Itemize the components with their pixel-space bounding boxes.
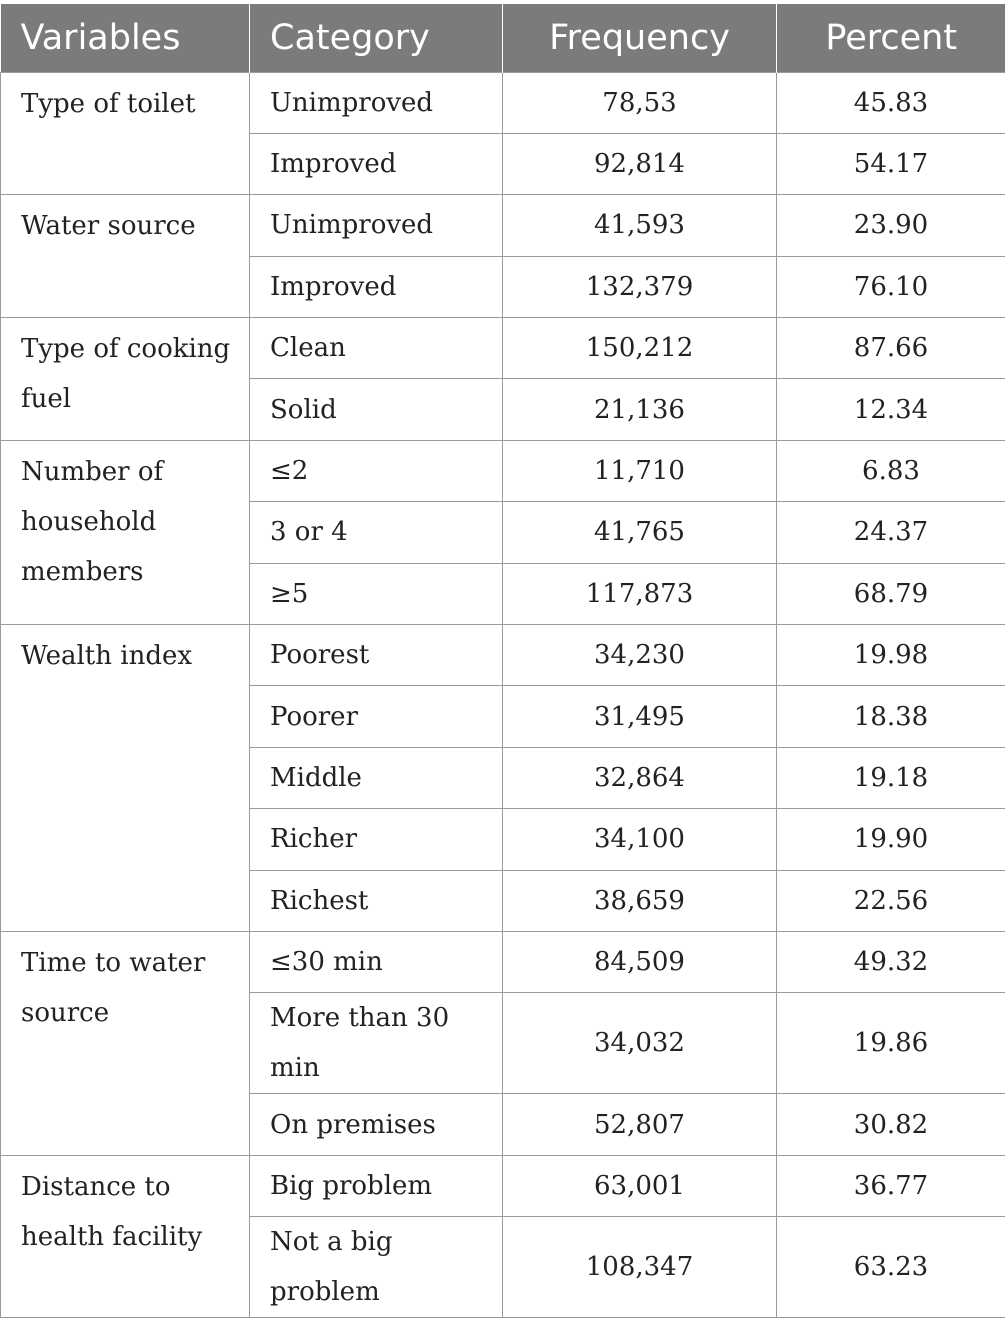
frequency-cell: 41,765: [503, 502, 777, 563]
frequency-cell: 92,814: [503, 133, 777, 194]
frequency-cell: 34,230: [503, 625, 777, 686]
category-cell: ≤30 min: [250, 931, 503, 992]
table-row: [1, 625, 1005, 686]
variable-cell: Number of household members: [1, 440, 250, 624]
frequency-cell: 21,136: [503, 379, 777, 440]
percent-cell: 49.32: [777, 931, 1005, 992]
variable-cell: Type of toilet: [1, 72, 250, 195]
category-cell: Poorer: [250, 686, 503, 747]
category-cell: On premises: [250, 1094, 503, 1155]
data-table: [0, 4, 1005, 1318]
table-body: [1, 72, 1005, 1318]
frequency-cell: 11,710: [503, 440, 777, 501]
category-cell: Improved: [250, 133, 503, 194]
percent-cell: 87.66: [777, 318, 1005, 379]
variable-cell: Water source: [1, 195, 250, 318]
percent-cell: 45.83: [777, 72, 1005, 133]
variable-cell: Time to water source: [1, 931, 250, 1155]
table-row: [1, 931, 1005, 992]
percent-cell: 68.79: [777, 563, 1005, 624]
category-cell: 3 or 4: [250, 502, 503, 563]
frequency-cell: 84,509: [503, 931, 777, 992]
header-frequency: Frequency: [503, 4, 777, 72]
frequency-cell: 38,659: [503, 870, 777, 931]
percent-cell: 30.82: [777, 1094, 1005, 1155]
frequency-cell: 52,807: [503, 1094, 777, 1155]
percent-cell: 63.23: [777, 1217, 1005, 1318]
percent-cell: 54.17: [777, 133, 1005, 194]
frequency-cell: 117,873: [503, 563, 777, 624]
percent-cell: 6.83: [777, 440, 1005, 501]
frequency-cell: 63,001: [503, 1155, 777, 1216]
header-variables: Variables: [1, 4, 250, 72]
variable-cell: Wealth index: [1, 625, 250, 932]
percent-cell: 12.34: [777, 379, 1005, 440]
frequency-cell: 32,864: [503, 747, 777, 808]
category-cell: Middle: [250, 747, 503, 808]
percent-cell: 19.18: [777, 747, 1005, 808]
frequency-cell: 31,495: [503, 686, 777, 747]
percent-cell: 22.56: [777, 870, 1005, 931]
percent-cell: 19.86: [777, 993, 1005, 1094]
frequency-cell: 34,032: [503, 993, 777, 1094]
category-cell: ≥5: [250, 563, 503, 624]
table-row: [1, 72, 1005, 133]
header-row: [1, 4, 1005, 72]
frequency-cell: 108,347: [503, 1217, 777, 1318]
frequency-cell: 150,212: [503, 318, 777, 379]
percent-cell: 24.37: [777, 502, 1005, 563]
variable-cell: Distance to health facility: [1, 1155, 250, 1317]
category-cell: Clean: [250, 318, 503, 379]
percent-cell: 19.98: [777, 625, 1005, 686]
frequency-cell: 132,379: [503, 256, 777, 317]
category-cell: More than 30 min: [250, 993, 503, 1094]
table-header: [1, 4, 1005, 72]
header-percent: Percent: [777, 4, 1005, 72]
table-row: [1, 440, 1005, 501]
category-cell: Unimproved: [250, 72, 503, 133]
header-category: Category: [250, 4, 503, 72]
category-cell: Improved: [250, 256, 503, 317]
percent-cell: 36.77: [777, 1155, 1005, 1216]
table-row: [1, 1155, 1005, 1216]
frequency-cell: 41,593: [503, 195, 777, 256]
percent-cell: 23.90: [777, 195, 1005, 256]
category-cell: Solid: [250, 379, 503, 440]
category-cell: Richest: [250, 870, 503, 931]
frequency-cell: 34,100: [503, 809, 777, 870]
category-cell: Richer: [250, 809, 503, 870]
percent-cell: 19.90: [777, 809, 1005, 870]
category-cell: Not a big problem: [250, 1217, 503, 1318]
frequency-cell: 78,53: [503, 72, 777, 133]
percent-cell: 18.38: [777, 686, 1005, 747]
table-row: [1, 318, 1005, 379]
table-row: [1, 195, 1005, 256]
variable-cell: Type of cooking fuel: [1, 318, 250, 441]
category-cell: Big problem: [250, 1155, 503, 1216]
category-cell: ≤2: [250, 440, 503, 501]
percent-cell: 76.10: [777, 256, 1005, 317]
category-cell: Poorest: [250, 625, 503, 686]
category-cell: Unimproved: [250, 195, 503, 256]
